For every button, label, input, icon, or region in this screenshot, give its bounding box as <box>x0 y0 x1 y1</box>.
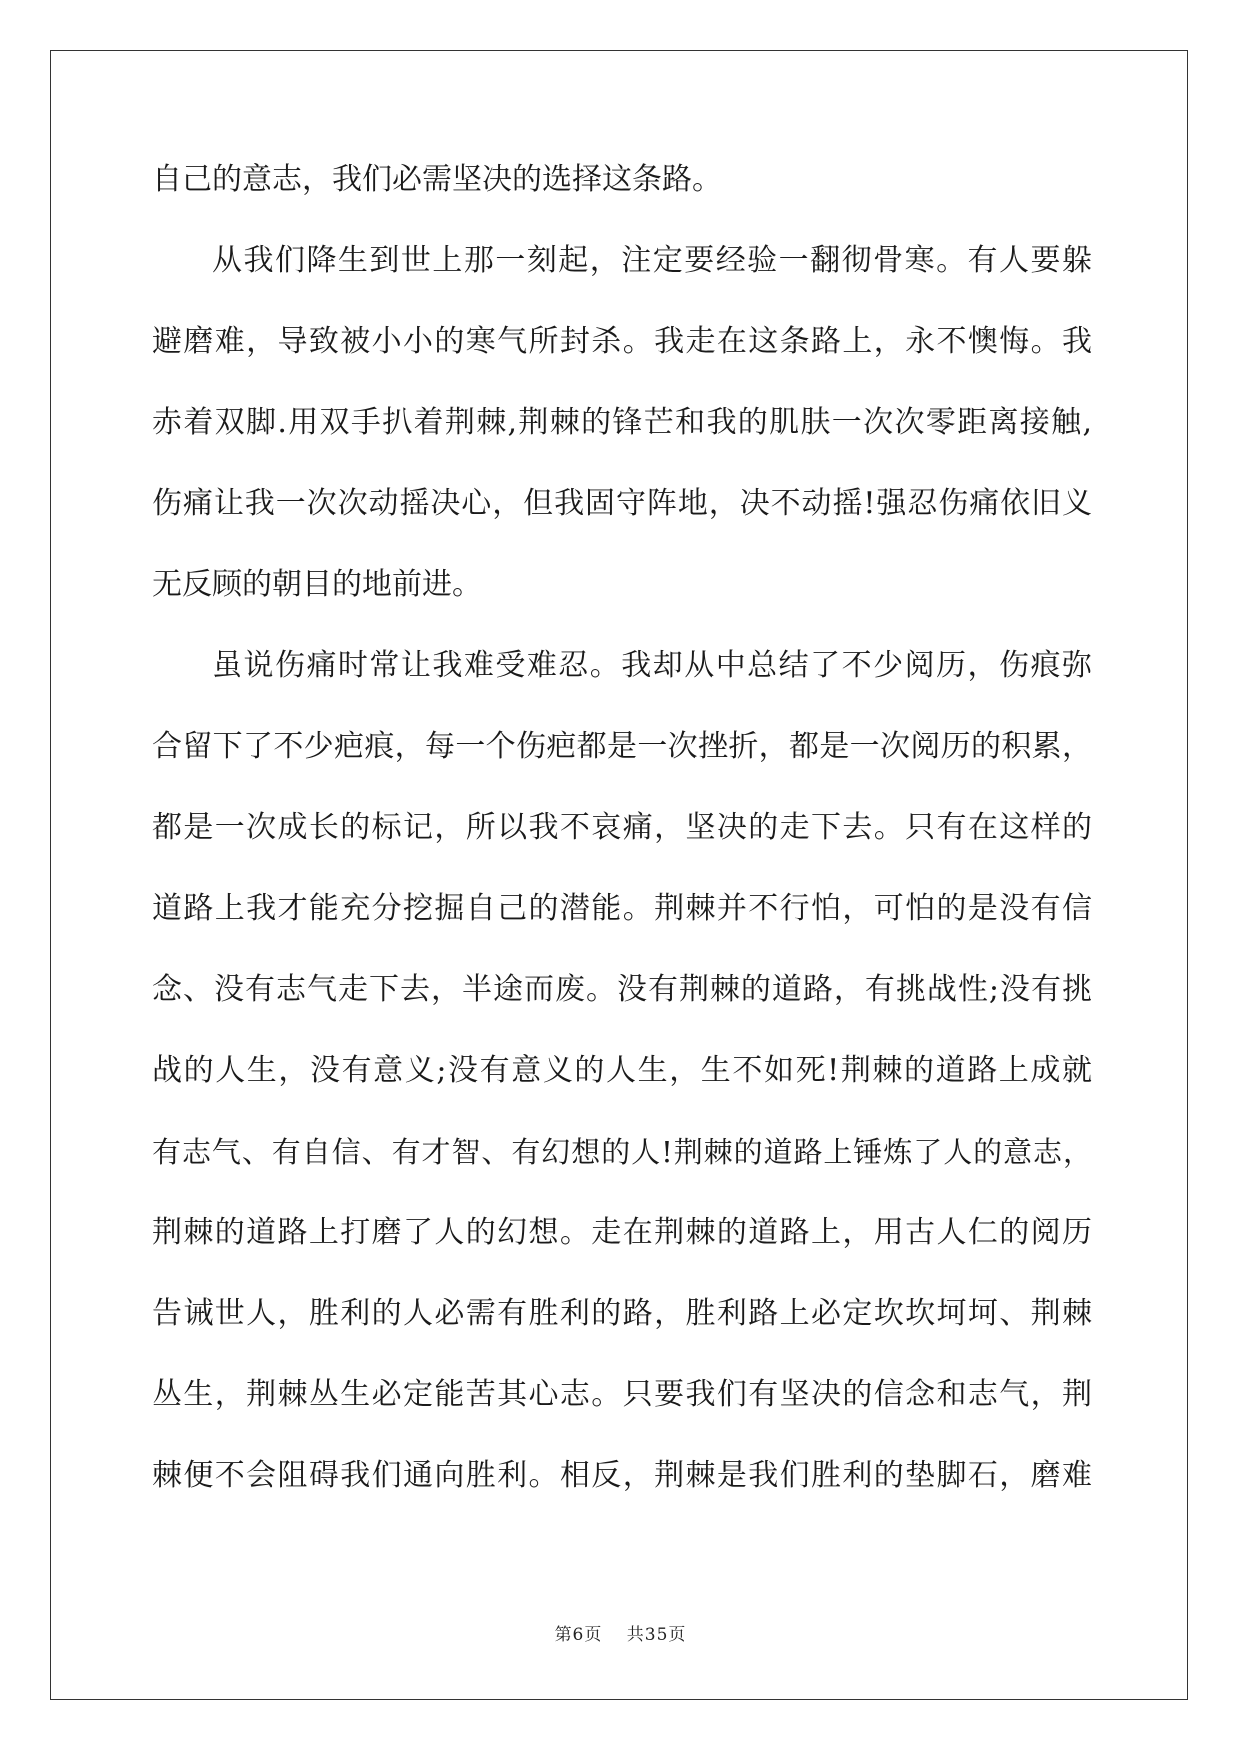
text-line: 无反顾的朝目的地前进。 <box>152 567 482 602</box>
text-line: 自己的意志，我们必需坚决的选择这条路。 <box>152 162 722 197</box>
document-body <box>152 160 1092 1537</box>
text-line: 念、没有志气走下去，半途而废。没有荆棘的道路，有挑战性;没有挑 <box>152 972 1092 1007</box>
text-line: 合留下了不少疤痕，每一个伤疤都是一次挫折，都是一次阅历的积累， <box>152 729 1092 764</box>
page-number: 第6页 <box>554 1625 603 1645</box>
text-line: 丛生，荆棘丛生必定能苦其心志。只要我们有坚决的信念和志气，荆 <box>152 1377 1092 1412</box>
page-total: 共35页 <box>626 1625 687 1645</box>
page-footer <box>0 1620 1241 1645</box>
text-line: 道路上我才能充分挖掘自己的潜能。荆棘并不行怕，可怕的是没有信 <box>152 891 1092 926</box>
text-line: 告诫世人，胜利的人必需有胜利的路，胜利路上必定坎坎坷坷、荆棘 <box>152 1296 1092 1331</box>
text-line: 都是一次成长的标记，所以我不哀痛，坚决的走下去。只有在这样的 <box>152 810 1092 845</box>
text-line: 避磨难，导致被小小的寒气所封杀。我走在这条路上，永不懊悔。我 <box>152 324 1092 359</box>
text-line: 赤着双脚.用双手扒着荆棘,荆棘的锋芒和我的肌肤一次次零距离接触, <box>152 405 1092 440</box>
text-line: 从我们降生到世上那一刻起，注定要经验一翻彻骨寒。有人要躲 <box>212 243 1092 278</box>
text-line: 有志气、有自信、有才智、有幻想的人!荆棘的道路上锤炼了人的意志， <box>152 1135 1092 1169</box>
text-line: 虽说伤痛时常让我难受难忍。我却从中总结了不少阅历，伤痕弥 <box>212 648 1092 683</box>
text-line: 战的人生，没有意义;没有意义的人生，生不如死!荆棘的道路上成就 <box>152 1053 1092 1088</box>
text-line: 棘便不会阻碍我们通向胜利。相反，荆棘是我们胜利的垫脚石，磨难 <box>152 1458 1092 1493</box>
text-line: 伤痛让我一次次动摇决心，但我固守阵地，决不动摇!强忍伤痛依旧义 <box>152 486 1092 521</box>
text-line: 荆棘的道路上打磨了人的幻想。走在荆棘的道路上，用古人仁的阅历 <box>152 1215 1092 1250</box>
